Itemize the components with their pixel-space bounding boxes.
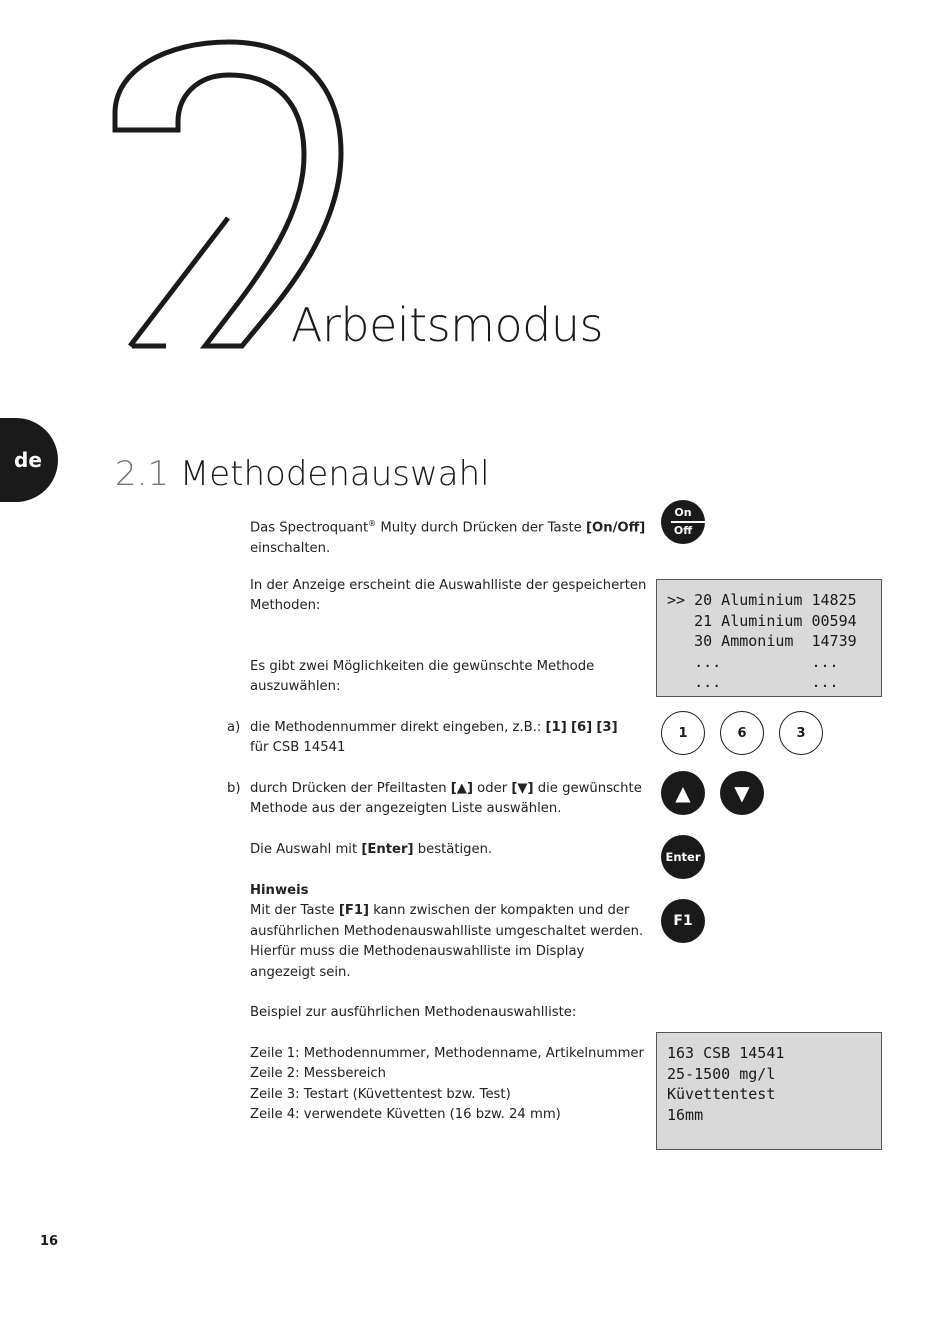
arrow-up-key[interactable]: ▲ xyxy=(661,771,705,815)
display-line: 16mm xyxy=(667,1105,704,1124)
option-b-text: durch Drücken der Pfeiltasten [▲] oder [▼] die gewünschte Methode aus der angezeigten Liste auswählen. xyxy=(250,781,642,817)
display-line: 163 CSB 14541 xyxy=(667,1044,785,1062)
note-block: Hinweis Mit der Taste [F1] kann zwischen der kompakten und der ausführlichen Methodenauswahlliste umgeschaltet werden. Hierfür muss die Methodenauswahlliste im Display angezeigt sein. xyxy=(250,883,644,980)
note-title: Hinweis xyxy=(250,883,309,898)
display-compact-list xyxy=(656,579,882,697)
display-line: 21 Aluminium 00594 xyxy=(667,611,857,630)
example-lines: Zeile 1: Methodennummer, Methodenname, Artikelnummer Zeile 2: Messbereich Zeile 3: Testart (Küvettentest bzw. Test) Zeile 4: verwendete Küvetten (16 bzw. 24 mm) xyxy=(250,1046,644,1123)
display-line: 30 Ammonium 14739 xyxy=(667,632,857,651)
page-number: 16 xyxy=(40,1234,59,1249)
paragraph-confirm: Die Auswahl mit [Enter] bestätigen. xyxy=(250,842,493,857)
option-a-marker: a) xyxy=(227,720,241,735)
display-line: ... ... xyxy=(667,652,839,671)
language-tab: de xyxy=(0,418,58,502)
display-line: Küvettentest xyxy=(667,1085,776,1104)
f1-key[interactable]: F1 xyxy=(661,899,705,943)
option-b-marker: b) xyxy=(227,781,241,796)
display-detailed-list xyxy=(656,1032,882,1150)
option-a-text: die Methodennummer direkt eingeben, z.B.: [1] [6] [3] für CSB 14541 xyxy=(250,720,618,756)
display-line: ... ... xyxy=(667,673,839,692)
example-title: Beispiel zur ausführlichen Methodenauswahlliste: xyxy=(250,1005,577,1020)
paragraph-switch-on: Das Spectroquant® Multy durch Drücken der Taste [On/Off] einschalten. xyxy=(250,519,646,556)
display-line: 25-1500 mg/l xyxy=(667,1064,776,1083)
key-3[interactable]: 3 xyxy=(779,711,823,755)
on-off-key[interactable]: On Off xyxy=(661,500,705,544)
arrow-down-key[interactable]: ▼ xyxy=(720,771,764,815)
chapter-number-text xyxy=(0,0,1,1)
enter-key[interactable]: Enter xyxy=(661,835,705,879)
chapter-title: Arbeitsmodus xyxy=(291,298,603,352)
section-title: Methodenauswahl xyxy=(179,454,490,494)
key-6[interactable]: 6 xyxy=(720,711,764,755)
section-number: 2.1 xyxy=(115,454,170,494)
display-line: >> 20 Aluminium 14825 xyxy=(667,591,857,609)
paragraph-two-options: Es gibt zwei Möglichkeiten die gewünschte Methode auszuwählen: xyxy=(250,659,595,695)
paragraph-display-list: In der Anzeige erscheint die Auswahlliste der gespeicherten Methoden: xyxy=(250,578,647,614)
section-heading xyxy=(115,454,490,494)
key-1[interactable]: 1 xyxy=(661,711,705,755)
